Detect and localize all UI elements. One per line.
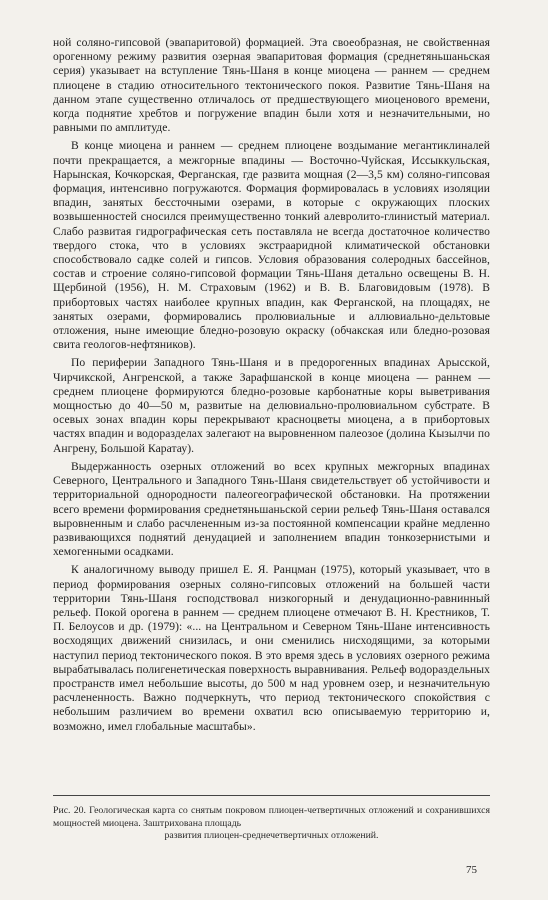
paragraph-2: В конце миоцена и раннем — среднем плиоцене воздымание мегантиклиналей почти прекращается, а межгорные впадины — Восточно-Чуйская, Иссыккульская, Нарынская, Кочкорская, Ферганская, где развита мощная (2—3,5 км) соляно-гипсовая формация, интенсивно погружаются. Формация формировалась в условиях изоляции впадин, занятых бессточными озерами, в которые с окружающих плоских возвышенностей сносился преимущественно тонкий алевролито-глинистый материал. Слабо развитая гидрографическая сеть поставляла не всегда достаточное количество твердого стока, что в условиях экстрааридной климатической обстановки способствовало садке солей и гипсов. Условия образования солеродных бассейнов, состав и строение соляно-гипсовой формации Тянь-Шаня детально освещены В. Н. Щербиной (1956), Н. М. Страховым (1962) и В. В. Благовидовым (1978). В прибортовых частях наиболее крупных впадин, как Ферганской, на площадях, не занятых озерами, формировались пролювиальные и аллювиально-дельтовые отложения, ныне имеющие бледно-розовую окраску (обчакская или бледно-розовая свита геологов-нефтяников). (53, 139, 490, 352)
paragraph-1: ной соляно-гипсовой (эвапаритовой) формацией. Эта своеобразная, не свойственная орогенному режиму развития озерная эвапаритовая формация (среднетяньшаньская серия) указывает на вступление Тянь-Шаня в конце миоцена — раннем — среднем плиоцене в стадию относительного тектонического покоя. Развитие Тянь-Шаня на данном этапе существенно отличалось от предшествующего миоценового времени, когда поднятие хребтов и погружение впадин были хотя и незначительными, но равными по амплитуде. (53, 36, 490, 135)
caption-last-line: развития плиоцен-среднечетвертичных отложений. (164, 830, 379, 841)
paragraph-3: По периферии Западного Тянь-Шаня и в предорогенных впадинах Арысской, Чирчикской, Ангренской, а также Зарафшанской в конце миоцена — раннем — среднем плиоцене формируются бледно-розовые карбонатные коры выветривания мощностью до 40—50 м, развитые на делювиально-пролювиальном субстрате. В осевых зонах впадин коры перекрывают красноцветы миоцена, а в прибортовых частях впадин и водоразделах залегают на выровненном палеозое (долина Кызылчи по Ангрену, Большой Каратау). (53, 356, 490, 455)
paragraph-4: Выдержанность озерных отложений во всех крупных межгорных впадинах Северного, Центрального и Западного Тянь-Шаня свидетельствует об устойчивости и территориальной однородности палеогеографической обстановки. На протяжении всего времени формирования среднетяньшаньской серии рельеф Тянь-Шаня оставался выровненным и слабо расчлененным из-за постоянной компенсации крайне медленно развивающихся поднятий денудацией и заполнением впадин тонкозернистыми и хемогенными осадками. (53, 459, 490, 559)
page-number: 75 (466, 864, 477, 876)
paragraph-5: К аналогичному выводу пришел Е. Я. Ранцман (1975), который указывает, что в период формирования озерных соляно-гипсовых отложений на большей части территории Тянь-Шаня господствовал низкогорный и денудационно-равнинный рельеф. Покой орогена в раннем — среднем плиоцене отмечают В. Н. Крестников, Т. П. Белоусов и др. (1979): «... на Центральном и Северном Тянь-Шане интенсивность восходящих движений снизилась, и они сменились нисходящими, за которыми наступил период тектонического покоя. В это время здесь в условиях озерного режима вырабатывалась полигенетическая поверхность выравнивания. Рельеф водораздельных пространств имел небольшие высоты, до 500 м над уровнем озер, и незначительную расчлененность. Важно подчеркнуть, что период тектонического спокойствия с небольшим различием во времени охватил всю описываемую территорию и, возможно, имел глобальные масштабы». (53, 563, 490, 733)
caption-divider (53, 795, 490, 796)
caption-main: Рис. 20. Геологическая карта со снятым покровом плиоцен-четвертичных отложений и сохранившихся мощностей миоцена. Заштрихована площадь (53, 805, 490, 829)
main-text (53, 36, 490, 738)
figure-caption (53, 805, 490, 843)
